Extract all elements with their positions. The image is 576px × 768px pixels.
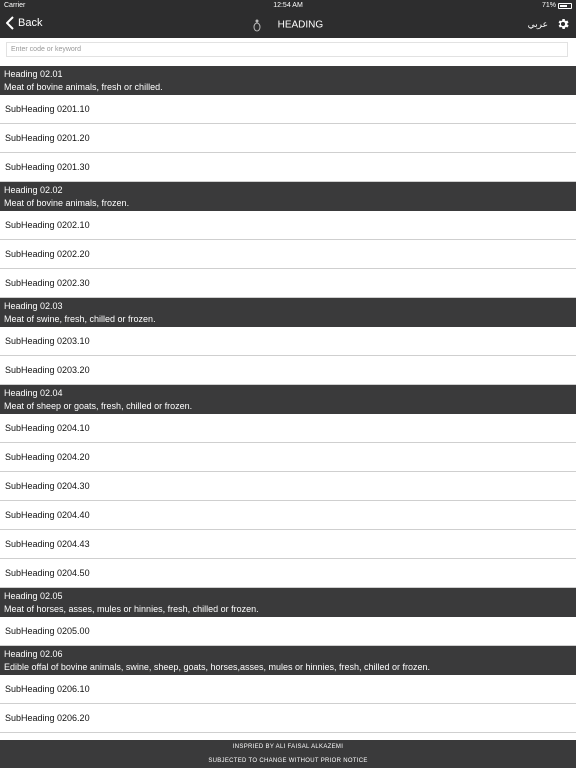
search-bar — [0, 38, 576, 66]
heading-list — [0, 66, 576, 733]
battery-indicator — [542, 0, 572, 11]
subheading-row[interactable]: SubHeading 0204.40 — [0, 501, 576, 530]
subheading-row[interactable]: SubHeading 0201.20 — [0, 124, 576, 153]
section-header — [0, 385, 576, 414]
heading-description: Meat of horses, asses, mules or hinnies, fresh, chilled or frozen. — [4, 604, 259, 614]
footer-credit: INSPRIED BY ALI FAISAL ALKAZEMI — [232, 744, 344, 750]
heading-description: Meat of sheep or goats, fresh, chilled or frozen. — [4, 401, 193, 411]
subheading-row[interactable]: SubHeading 0202.10 — [0, 211, 576, 240]
section-header — [0, 66, 576, 95]
page-title-text: HEADING — [277, 19, 324, 31]
heading-description: Meat of bovine animals, frozen. — [4, 198, 130, 208]
carrier-label: Carrier — [4, 2, 26, 9]
heading-description: Meat of bovine animals, fresh or chilled. — [4, 82, 163, 92]
battery-percent: 71% — [541, 2, 556, 9]
subheading-row[interactable]: SubHeading 0206.20 — [0, 704, 576, 733]
footer — [0, 740, 576, 768]
battery-icon — [558, 3, 572, 9]
clock: 12:54 AM — [273, 2, 303, 9]
subheading-row[interactable]: SubHeading 0201.30 — [0, 153, 576, 182]
subheading-row[interactable]: SubHeading 0201.10 — [0, 95, 576, 124]
search-input[interactable]: Enter code or keyword — [6, 42, 568, 57]
section-header — [0, 646, 576, 675]
subheading-row[interactable]: SubHeading 0204.50 — [0, 559, 576, 588]
subheading-row[interactable]: SubHeading 0204.10 — [0, 414, 576, 443]
navigation-bar — [0, 0, 576, 38]
heading-code: Heading 02.06 — [4, 649, 63, 659]
subheading-row[interactable]: SubHeading 0202.30 — [0, 269, 576, 298]
subheading-row[interactable]: SubHeading 0203.10 — [0, 327, 576, 356]
emblem-icon — [253, 18, 261, 32]
heading-description: Edible offal of bovine animals, swine, sheep, goats, horses,asses, mules or hinnies, fresh, chilled or frozen. — [4, 662, 431, 672]
language-toggle[interactable]: عربي — [527, 18, 548, 29]
status-bar — [0, 0, 576, 11]
heading-code: Heading 02.02 — [4, 185, 63, 195]
subheading-row[interactable]: SubHeading 0202.20 — [0, 240, 576, 269]
heading-code: Heading 02.04 — [4, 388, 63, 398]
subheading-row[interactable]: SubHeading 0206.10 — [0, 675, 576, 704]
section-header — [0, 588, 576, 617]
section-header — [0, 182, 576, 211]
subheading-row[interactable]: SubHeading 0204.43 — [0, 530, 576, 559]
subheading-row[interactable]: SubHeading 0204.30 — [0, 472, 576, 501]
section-header — [0, 298, 576, 327]
heading-code: Heading 02.01 — [4, 69, 63, 79]
subheading-row[interactable]: SubHeading 0205.00 — [0, 617, 576, 646]
subheading-row[interactable]: SubHeading 0204.20 — [0, 443, 576, 472]
gear-icon[interactable] — [556, 17, 570, 31]
page-title — [0, 18, 576, 32]
heading-code: Heading 02.03 — [4, 301, 63, 311]
heading-code: Heading 02.05 — [4, 591, 63, 601]
back-label: Back — [18, 17, 43, 29]
heading-description: Meat of swine, fresh, chilled or frozen. — [4, 314, 156, 324]
subheading-row[interactable]: SubHeading 0203.20 — [0, 356, 576, 385]
footer-notice: SUBJECTED TO CHANGE WITHOUT PRIOR NOTICE — [208, 758, 368, 764]
